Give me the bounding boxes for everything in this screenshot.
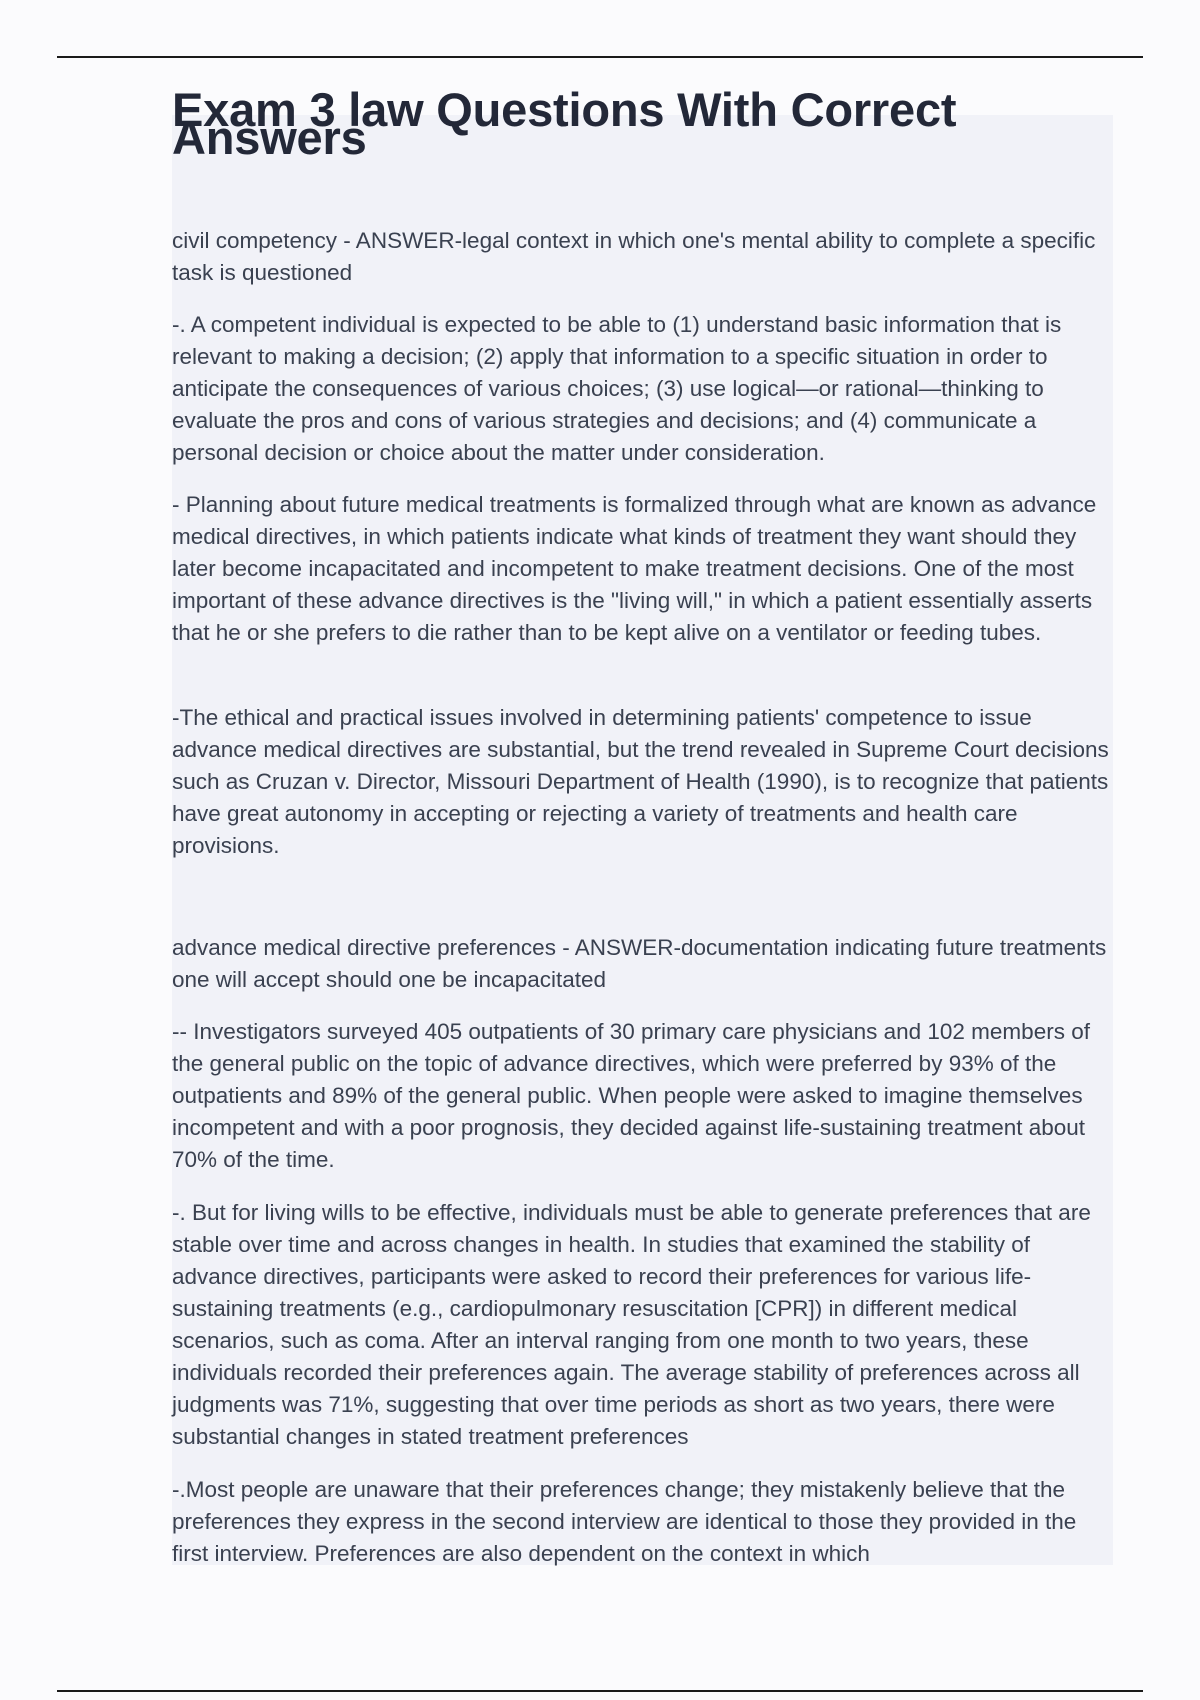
- paragraph-preferences-change: -.Most people are unaware that their preferences change; they mistakenly believe that the preferences they express in the second interview are identical to those they provided in the first interview. Preferences are also dependent on the context in which: [172, 1477, 1077, 1566]
- paragraph-competent-individual: -. A competent individual is expected to be able to (1) understand basic information that is relevant to making a decision; (2) apply that information to a specific situation in order to anticipate the consequences of various choices; (3) use logical—or rational—thinking to evaluate the pros and cons of various strategies and decisions; and (4) communicate a personal decision or choice about the matter under consideration.: [172, 312, 1062, 465]
- paragraph-living-wills-stability: -. But for living wills to be effective, individuals must be able to generate preferences that are stable over time and across changes in health. In studies that examined the stability of advance directives, participants were asked to record their preferences for various life-sustaining treatments (e.g., cardiopulmonary resuscitation [CPR]) in different medical scenarios, such as coma. After an interval ranging from one month to two years, these individuals recorded their preferences again. The average stability of preferences across all judgments was 71%, suggesting that over time periods as short as two years, there were substantial changes in stated treatment preferences: [172, 1200, 1091, 1449]
- document-title: Exam 3 law Questions With Correct Answers: [172, 83, 957, 164]
- paragraph-ethical-issues: -The ethical and practical issues involved in determining patients' competence to issue advance medical directives are substantial, but the trend revealed in Supreme Court decisions such as Cruzan v. Director, Missouri Department of Health (1990), is to recognize that patients have great autonomy in accepting or rejecting a variety of treatments and health care provisions.: [172, 705, 1109, 858]
- paragraph-civil-competency: civil competency - ANSWER-legal context in which one's mental ability to complete a specific task is questioned: [172, 228, 1096, 285]
- paragraph-investigators-survey: -- Investigators surveyed 405 outpatients of 30 primary care physicians and 102 members of the general public on the topic of advance directives, which were preferred by 93% of the outpatients and 89% of the general public. When people were asked to imagine themselves incompetent and with a poor prognosis, they decided against life-sustaining treatment about 70% of the time.: [172, 1019, 1090, 1172]
- paragraph-directive-preferences: advance medical directive preferences - ANSWER-documentation indicating future treatments one will accept should one be incapacitated: [172, 935, 1107, 992]
- bottom-divider: [57, 1690, 1143, 1692]
- paragraph-advance-directives: - Planning about future medical treatments is formalized through what are known as advance medical directives, in which patients indicate what kinds of treatment they want should they later become incapacitated and incompetent to make treatment decisions. One of the most important of these advance directives is the "living will," in which a patient essentially asserts that he or she prefers to die rather than to be kept alive on a ventilator or feeding tubes.: [172, 492, 1097, 645]
- top-divider: [57, 56, 1143, 58]
